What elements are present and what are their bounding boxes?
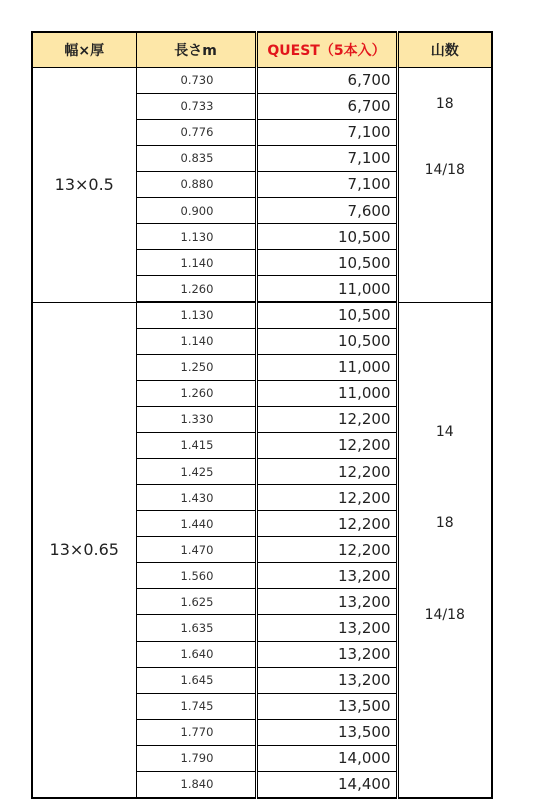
price-cell: 13,500: [256, 693, 397, 719]
price-cell: 13,500: [256, 719, 397, 745]
price-cell: 10,500: [256, 224, 397, 250]
header-length: 長さm: [136, 32, 256, 67]
teeth-label: 14: [435, 423, 454, 440]
price-cell: 12,200: [256, 406, 397, 432]
length-cell: 0.776: [136, 119, 256, 145]
price-cell: 10,500: [256, 250, 397, 276]
price-cell: 13,200: [256, 641, 397, 667]
price-cell: 12,200: [256, 432, 397, 458]
price-cell: 13,200: [256, 615, 397, 641]
length-cell: 1.625: [136, 589, 256, 615]
price-cell: 12,200: [256, 537, 397, 563]
length-cell: 1.260: [136, 276, 256, 302]
price-cell: 11,000: [256, 380, 397, 406]
price-cell: 13,200: [256, 667, 397, 693]
price-cell: 14,400: [256, 771, 397, 797]
size-cell: 13×0.5: [32, 67, 136, 302]
length-cell: 1.260: [136, 380, 256, 406]
header-size: 幅×厚: [32, 32, 136, 67]
length-cell: 1.430: [136, 485, 256, 511]
teeth-cell: [397, 67, 492, 302]
table-row: [32, 67, 492, 93]
price-cell: 13,200: [256, 563, 397, 589]
length-cell: 1.770: [136, 719, 256, 745]
length-cell: 1.140: [136, 250, 256, 276]
price-cell: 7,100: [256, 145, 397, 171]
length-cell: 1.635: [136, 615, 256, 641]
length-cell: 0.730: [136, 67, 256, 93]
price-cell: 6,700: [256, 93, 397, 119]
teeth-label: 14/18: [424, 606, 465, 623]
size-cell: 13×0.65: [32, 302, 136, 798]
length-cell: 0.900: [136, 198, 256, 224]
length-cell: 1.745: [136, 693, 256, 719]
price-cell: 10,500: [256, 328, 397, 354]
price-cell: 12,200: [256, 485, 397, 511]
length-cell: 1.840: [136, 771, 256, 797]
price-cell: 10,500: [256, 302, 397, 328]
price-cell: 7,100: [256, 171, 397, 197]
header-price: QUEST（5本入）: [256, 32, 397, 67]
length-cell: 1.140: [136, 328, 256, 354]
price-cell: 11,000: [256, 276, 397, 302]
length-cell: 0.835: [136, 145, 256, 171]
length-cell: 1.470: [136, 537, 256, 563]
price-cell: 13,200: [256, 589, 397, 615]
length-cell: 1.330: [136, 406, 256, 432]
price-cell: 6,700: [256, 67, 397, 93]
teeth-cell: [397, 302, 492, 798]
header-teeth: 山数: [397, 32, 492, 67]
length-cell: 1.415: [136, 432, 256, 458]
length-cell: 1.790: [136, 745, 256, 771]
price-cell: 14,000: [256, 745, 397, 771]
price-cell: 12,200: [256, 458, 397, 484]
length-cell: 1.645: [136, 667, 256, 693]
price-table: [31, 31, 493, 799]
price-cell: 11,000: [256, 354, 397, 380]
length-cell: 1.130: [136, 302, 256, 328]
teeth-label: 18: [435, 514, 454, 531]
table-body: [32, 67, 492, 798]
length-cell: 0.880: [136, 171, 256, 197]
table-row: [32, 302, 492, 328]
length-cell: 1.640: [136, 641, 256, 667]
teeth-label: 14/18: [424, 161, 465, 178]
price-cell: 12,200: [256, 511, 397, 537]
length-cell: 1.440: [136, 511, 256, 537]
teeth-label: 18: [435, 95, 454, 112]
length-cell: 1.560: [136, 563, 256, 589]
price-cell: 7,100: [256, 119, 397, 145]
length-cell: 1.250: [136, 354, 256, 380]
length-cell: 1.130: [136, 224, 256, 250]
length-cell: 0.733: [136, 93, 256, 119]
header-row: [32, 32, 492, 67]
length-cell: 1.425: [136, 458, 256, 484]
price-cell: 7,600: [256, 198, 397, 224]
